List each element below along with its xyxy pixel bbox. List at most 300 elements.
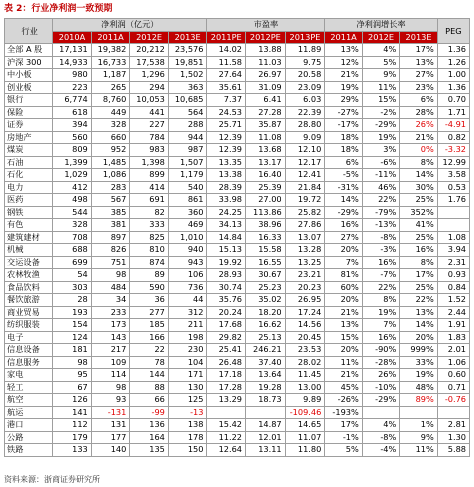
- net-profit-cell: 283: [91, 181, 130, 194]
- industry-name-cell: 银行: [5, 94, 53, 107]
- net-profit-cell: 14,933: [53, 56, 92, 69]
- industry-name-cell: 航运: [5, 406, 53, 419]
- net-profit-cell: 193: [53, 306, 92, 319]
- net-profit-cell: 124: [53, 331, 92, 344]
- peg-cell: 1.36: [437, 81, 469, 94]
- table-row: [5, 194, 470, 207]
- pe-ratio-cell: 35.87: [246, 119, 286, 132]
- net-profit-cell: 826: [91, 244, 130, 257]
- pe-ratio-cell: 26.95: [285, 294, 325, 307]
- profit-year-header: 2010A: [53, 31, 92, 44]
- growth-rate-cell: 41%: [400, 219, 438, 232]
- net-profit-cell: 897: [91, 231, 130, 244]
- pe-ratio-cell: 14.56: [285, 319, 325, 332]
- growth-rate-cell: -27%: [325, 106, 362, 119]
- table-row: [5, 106, 470, 119]
- net-profit-cell: 211: [168, 319, 207, 332]
- table-row: [5, 294, 470, 307]
- net-profit-cell: 109: [91, 356, 130, 369]
- growth-rate-cell: 8%: [362, 294, 399, 307]
- table-row: [5, 306, 470, 319]
- pe-ratio-cell: 17.24: [285, 306, 325, 319]
- table-row: [5, 444, 470, 457]
- net-profit-cell: 143: [91, 331, 130, 344]
- table-title: 表 2：行业净利润一致预期: [4, 4, 113, 14]
- industry-name-cell: 证券: [5, 119, 53, 132]
- industry-header: 行业: [5, 19, 53, 44]
- net-profit-cell: 95: [53, 369, 92, 382]
- industry-name-cell: 中小板: [5, 69, 53, 82]
- net-profit-cell: 88: [130, 381, 169, 394]
- growth-rate-cell: 18%: [325, 144, 362, 157]
- pe-ratio-cell: 13.00: [285, 381, 325, 394]
- pe-ratio-cell: 17.18: [207, 369, 246, 382]
- growth-rate-cell: 21%: [325, 369, 362, 382]
- industry-name-cell: 轻工: [5, 381, 53, 394]
- pe-ratio-cell: 25.41: [207, 344, 246, 357]
- growth-rate-cell: 7%: [325, 256, 362, 269]
- industry-name-cell: 航空: [5, 394, 53, 407]
- pe-ratio-cell: 28.80: [285, 119, 325, 132]
- table-row: [5, 56, 470, 69]
- growth-rate-cell: 25%: [400, 281, 438, 294]
- growth-rate-cell: 19%: [362, 131, 399, 144]
- net-profit-cell: 19,851: [168, 56, 207, 69]
- growth-rate-cell: 14%: [400, 319, 438, 332]
- growth-rate-cell: -79%: [362, 206, 399, 219]
- table-row: [5, 256, 470, 269]
- growth-rate-cell: 16%: [400, 244, 438, 257]
- pe-ratio-cell: 27.64: [207, 69, 246, 82]
- net-profit-cell: 861: [168, 194, 207, 207]
- table-row: [5, 219, 470, 232]
- growth-rate-cell: 20%: [325, 294, 362, 307]
- pe-ratio-cell: 13.11: [246, 444, 286, 457]
- pe-ratio-cell: 17.28: [207, 381, 246, 394]
- net-profit-cell: 363: [168, 81, 207, 94]
- net-profit-cell: 233: [91, 306, 130, 319]
- peg-cell: 1.00: [437, 69, 469, 82]
- pe-ratio-cell: 20.24: [207, 306, 246, 319]
- industry-name-cell: 纺织服装: [5, 319, 53, 332]
- pe-ratio-cell: 9.89: [285, 394, 325, 407]
- net-profit-cell: 412: [53, 181, 92, 194]
- net-profit-cell: 618: [53, 106, 92, 119]
- net-profit-cell: 983: [130, 144, 169, 157]
- table-row: [5, 344, 470, 357]
- growth-rate-cell: -90%: [362, 344, 399, 357]
- net-profit-cell: -131: [91, 406, 130, 419]
- growth-rate-cell: 60%: [325, 281, 362, 294]
- pe-ratio-cell: 18.20: [246, 306, 286, 319]
- net-profit-cell: 135: [130, 444, 169, 457]
- growth-rate-cell: -3%: [362, 244, 399, 257]
- net-profit-cell: 265: [91, 81, 130, 94]
- net-profit-cell: 114: [91, 369, 130, 382]
- net-profit-cell: 22: [130, 344, 169, 357]
- peg-cell: 2.44: [437, 306, 469, 319]
- growth-rate-cell: 1%: [400, 419, 438, 432]
- peg-cell: 1.76: [437, 194, 469, 207]
- growth-rate-cell: 3%: [362, 144, 399, 157]
- net-profit-cell: 54: [53, 269, 92, 282]
- growth-rate-cell: 17%: [400, 44, 438, 57]
- peg-cell: 1.71: [437, 106, 469, 119]
- pe-ratio-cell: 13.28: [285, 244, 325, 257]
- net-profit-cell: 20,212: [130, 44, 169, 57]
- growth-rate-cell: 8%: [400, 156, 438, 169]
- peg-cell: 3.94: [437, 244, 469, 257]
- pe-ratio-cell: [246, 406, 286, 419]
- peg-cell: 0.84: [437, 281, 469, 294]
- net-profit-cell: 16,733: [91, 56, 130, 69]
- pe-year-header: 2012PE: [246, 31, 286, 44]
- net-profit-cell: 112: [53, 419, 92, 432]
- growth-rate-cell: 13%: [400, 306, 438, 319]
- growth-rate-cell: 26%: [400, 119, 438, 132]
- industry-name-cell: 公路: [5, 431, 53, 444]
- growth-rate-cell: -29%: [362, 394, 399, 407]
- table-row: [5, 431, 470, 444]
- peg-cell: [437, 206, 469, 219]
- pe-ratio-cell: 16.33: [246, 231, 286, 244]
- net-profit-cell: 181: [53, 344, 92, 357]
- table-row: [5, 381, 470, 394]
- pe-ratio-cell: 25.82: [285, 206, 325, 219]
- table-row: [5, 419, 470, 432]
- net-profit-cell: 140: [91, 444, 130, 457]
- pe-ratio-cell: 13.38: [207, 169, 246, 182]
- growth-rate-cell: 11%: [400, 444, 438, 457]
- industry-name-cell: 铁路: [5, 444, 53, 457]
- pe-ratio-cell: 11.07: [285, 431, 325, 444]
- pe-ratio-cell: 28.02: [285, 356, 325, 369]
- net-profit-cell: 28: [53, 294, 92, 307]
- year-header-row: [5, 31, 470, 44]
- net-profit-cell: 1,296: [130, 69, 169, 82]
- net-profit-cell: 133: [53, 444, 92, 457]
- pe-ratio-cell: 11.22: [207, 431, 246, 444]
- growth-rate-cell: 22%: [362, 194, 399, 207]
- growth-rate-cell: 21%: [325, 306, 362, 319]
- table-row: [5, 356, 470, 369]
- table-row: [5, 94, 470, 107]
- peg-cell: 1.91: [437, 319, 469, 332]
- table-row: [5, 319, 470, 332]
- peg-cell: -3.32: [437, 144, 469, 157]
- industry-name-cell: 电力: [5, 181, 53, 194]
- peg-cell: 0.70: [437, 94, 469, 107]
- peg-cell: 3.58: [437, 169, 469, 182]
- pe-ratio-cell: 11.58: [207, 56, 246, 69]
- peg-cell: 0.53: [437, 181, 469, 194]
- growth-rate-cell: 45%: [325, 381, 362, 394]
- net-profit-cell: 449: [91, 106, 130, 119]
- growth-rate-cell: 6%: [325, 156, 362, 169]
- growth-rate-cell: 89%: [400, 394, 438, 407]
- net-profit-cell: 141: [53, 406, 92, 419]
- net-profit-cell: 825: [130, 231, 169, 244]
- pe-ratio-cell: 9.75: [285, 56, 325, 69]
- net-profit-cell: 544: [53, 206, 92, 219]
- net-profit-cell: 708: [53, 231, 92, 244]
- net-profit-cell: 166: [130, 331, 169, 344]
- industry-name-cell: 石化: [5, 169, 53, 182]
- net-profit-cell: 540: [168, 181, 207, 194]
- table-row: [5, 394, 470, 407]
- net-profit-cell: 751: [91, 256, 130, 269]
- growth-rate-cell: 11%: [362, 81, 399, 94]
- growth-rate-cell: 12%: [325, 56, 362, 69]
- net-profit-cell: 691: [130, 194, 169, 207]
- growth-rate-cell: 26%: [362, 369, 399, 382]
- net-profit-cell: 78: [130, 356, 169, 369]
- net-profit-cell: 104: [168, 356, 207, 369]
- pe-ratio-cell: 13.07: [285, 231, 325, 244]
- net-profit-cell: 1,398: [130, 156, 169, 169]
- pe-ratio-cell: 11.80: [285, 444, 325, 457]
- pe-ratio-cell: 12.01: [246, 431, 286, 444]
- pe-ratio-cell: 15.58: [246, 244, 286, 257]
- net-profit-cell: 560: [53, 131, 92, 144]
- net-profit-cell: 82: [130, 206, 169, 219]
- industry-name-cell: 石油: [5, 156, 53, 169]
- net-profit-cell: 381: [91, 219, 130, 232]
- growth-rate-cell: -8%: [362, 431, 399, 444]
- pe-ratio-cell: 20.23: [285, 281, 325, 294]
- industry-name-cell: 有色: [5, 219, 53, 232]
- growth-rate-cell: -28%: [362, 356, 399, 369]
- net-profit-cell: 1,502: [168, 69, 207, 82]
- pe-ratio-cell: 6.03: [285, 94, 325, 107]
- growth-rate-cell: 22%: [400, 294, 438, 307]
- pe-ratio-cell: 13.88: [246, 44, 286, 57]
- pe-year-header: 2011PE: [207, 31, 246, 44]
- growth-rate-cell: 30%: [400, 181, 438, 194]
- pe-ratio-cell: 27.86: [285, 219, 325, 232]
- net-profit-cell: 1,086: [91, 169, 130, 182]
- growth-rate-cell: 14%: [325, 194, 362, 207]
- net-profit-cell: 23,576: [168, 44, 207, 57]
- pe-ratio-cell: 35.61: [207, 81, 246, 94]
- growth-rate-cell: 17%: [400, 269, 438, 282]
- growth-rate-cell: -2%: [362, 106, 399, 119]
- pe-group-header: 市盈率: [207, 19, 325, 32]
- pe-ratio-cell: 21.84: [285, 181, 325, 194]
- pe-ratio-cell: 13.64: [246, 369, 286, 382]
- pe-ratio-cell: 19.28: [246, 381, 286, 394]
- net-profit-cell: 198: [168, 331, 207, 344]
- growth-rate-cell: -29%: [362, 119, 399, 132]
- pe-ratio-cell: 12.39: [207, 131, 246, 144]
- growth-rate-cell: -17%: [325, 119, 362, 132]
- industry-name-cell: 创业板: [5, 81, 53, 94]
- growth-rate-cell: 33%: [400, 356, 438, 369]
- peg-cell: 12.99: [437, 156, 469, 169]
- growth-rate-cell: 23%: [400, 81, 438, 94]
- net-profit-cell: 217: [91, 344, 130, 357]
- growth-rate-cell: 19%: [325, 81, 362, 94]
- net-profit-cell: 810: [130, 244, 169, 257]
- industry-name-cell: 保险: [5, 106, 53, 119]
- net-profit-cell: -99: [130, 406, 169, 419]
- growth-rate-cell: -13%: [362, 219, 399, 232]
- growth-rate-cell: -29%: [325, 206, 362, 219]
- growth-rate-cell: 16%: [362, 331, 399, 344]
- net-profit-cell: 150: [168, 444, 207, 457]
- industry-name-cell: 港口: [5, 419, 53, 432]
- net-profit-cell: 177: [91, 431, 130, 444]
- table-row: [5, 69, 470, 82]
- net-profit-cell: 154: [53, 319, 92, 332]
- pe-ratio-cell: 24.53: [207, 106, 246, 119]
- growth-rate-cell: -26%: [325, 394, 362, 407]
- growth-rate-cell: 11%: [325, 356, 362, 369]
- pe-ratio-cell: 12.10: [285, 144, 325, 157]
- net-profit-cell: 1,399: [53, 156, 92, 169]
- growth-rate-cell: 7%: [362, 319, 399, 332]
- growth-rate-cell: -8%: [362, 231, 399, 244]
- pe-ratio-cell: 6.41: [246, 94, 286, 107]
- pe-ratio-cell: 12.39: [207, 144, 246, 157]
- net-profit-cell: 1,507: [168, 156, 207, 169]
- peg-cell: 1.30: [437, 431, 469, 444]
- growth-rate-cell: 4%: [362, 44, 399, 57]
- net-profit-cell: 98: [91, 269, 130, 282]
- industry-name-cell: 煤炭: [5, 144, 53, 157]
- net-profit-cell: 1,485: [91, 156, 130, 169]
- net-profit-cell: 414: [130, 181, 169, 194]
- peg-cell: 5.88: [437, 444, 469, 457]
- pe-ratio-cell: 13.29: [207, 394, 246, 407]
- peg-cell: -4.91: [437, 119, 469, 132]
- net-profit-cell: 10,685: [168, 94, 207, 107]
- pe-ratio-cell: 37.40: [246, 356, 286, 369]
- table-row: [5, 206, 470, 219]
- peg-cell: [437, 219, 469, 232]
- net-profit-cell: 899: [130, 169, 169, 182]
- net-profit-cell: 17,131: [53, 44, 92, 57]
- net-profit-cell: 44: [168, 294, 207, 307]
- net-profit-cell: 66: [130, 394, 169, 407]
- growth-rate-cell: 6%: [400, 94, 438, 107]
- table-row: [5, 119, 470, 132]
- net-profit-cell: 173: [91, 319, 130, 332]
- growth-rate-cell: 27%: [325, 231, 362, 244]
- peg-cell: 2.31: [437, 256, 469, 269]
- net-profit-cell: 19,382: [91, 44, 130, 57]
- net-profit-cell: 1,010: [168, 231, 207, 244]
- growth-rate-cell: 15%: [325, 331, 362, 344]
- pe-ratio-cell: 29.82: [207, 331, 246, 344]
- growth-rate-cell: -10%: [362, 381, 399, 394]
- profit-year-header: 2013E: [168, 31, 207, 44]
- pe-ratio-cell: 13.17: [246, 156, 286, 169]
- net-profit-cell: 17,538: [130, 56, 169, 69]
- pe-ratio-cell: 28.39: [207, 181, 246, 194]
- net-profit-cell: 809: [53, 144, 92, 157]
- pe-ratio-cell: 14.84: [207, 231, 246, 244]
- pe-ratio-cell: 15.42: [207, 419, 246, 432]
- growth-rate-cell: 5%: [362, 56, 399, 69]
- pe-ratio-cell: 20.58: [285, 69, 325, 82]
- pe-ratio-cell: 25.13: [246, 331, 286, 344]
- industry-name-cell: 农林牧渔: [5, 269, 53, 282]
- peg-cell: 1.06: [437, 356, 469, 369]
- growth-rate-cell: 29%: [325, 94, 362, 107]
- pe-ratio-cell: 33.98: [207, 194, 246, 207]
- pe-ratio-cell: 9.09: [285, 131, 325, 144]
- growth-year-header: 2013E: [400, 31, 438, 44]
- net-profit-cell: 484: [91, 281, 130, 294]
- pe-ratio-cell: 17.68: [207, 319, 246, 332]
- net-profit-cell: 179: [53, 431, 92, 444]
- pe-ratio-cell: 38.96: [246, 219, 286, 232]
- growth-rate-cell: 27%: [400, 69, 438, 82]
- growth-rate-cell: 13%: [325, 319, 362, 332]
- table-body: [5, 44, 470, 457]
- table-row: [5, 144, 470, 157]
- table-row: [5, 281, 470, 294]
- net-profit-cell: 328: [91, 119, 130, 132]
- table-row: [5, 331, 470, 344]
- pe-ratio-cell: 113.86: [246, 206, 286, 219]
- industry-name-cell: 食品饮料: [5, 281, 53, 294]
- industry-name-cell: 房地产: [5, 131, 53, 144]
- table-row: [5, 231, 470, 244]
- net-profit-cell: 144: [130, 369, 169, 382]
- growth-rate-cell: 21%: [325, 69, 362, 82]
- net-profit-cell: 130: [168, 381, 207, 394]
- net-profit-cell: 784: [130, 131, 169, 144]
- growth-rate-cell: 81%: [325, 269, 362, 282]
- pe-ratio-cell: [207, 406, 246, 419]
- growth-rate-cell: 28%: [400, 106, 438, 119]
- net-profit-cell: 93: [91, 394, 130, 407]
- table-row: [5, 269, 470, 282]
- net-profit-cell: 98: [91, 381, 130, 394]
- pe-ratio-cell: 246.21: [246, 344, 286, 357]
- growth-rate-cell: 19%: [400, 369, 438, 382]
- pe-ratio-cell: -109.46: [285, 406, 325, 419]
- net-profit-cell: 943: [168, 256, 207, 269]
- pe-ratio-cell: 7.37: [207, 94, 246, 107]
- net-profit-cell: 980: [53, 69, 92, 82]
- net-profit-cell: 230: [168, 344, 207, 357]
- net-profit-cell: 660: [91, 131, 130, 144]
- net-profit-cell: 223: [53, 81, 92, 94]
- pe-ratio-cell: 19.72: [285, 194, 325, 207]
- net-profit-cell: 567: [91, 194, 130, 207]
- net-profit-cell: 138: [168, 419, 207, 432]
- net-profit-cell: 106: [168, 269, 207, 282]
- peg-cell: 0.82: [437, 131, 469, 144]
- net-profit-cell: 277: [130, 306, 169, 319]
- pe-ratio-cell: 22.39: [285, 106, 325, 119]
- table-row: [5, 369, 470, 382]
- pe-ratio-cell: 23.53: [285, 344, 325, 357]
- net-profit-cell: 333: [130, 219, 169, 232]
- industry-name-cell: 商业贸易: [5, 306, 53, 319]
- table-row: [5, 44, 470, 57]
- net-profit-cell: 171: [168, 369, 207, 382]
- pe-ratio-cell: 18.73: [246, 394, 286, 407]
- net-profit-cell: 178: [168, 431, 207, 444]
- growth-rate-cell: 46%: [362, 181, 399, 194]
- pe-ratio-cell: 25.23: [246, 281, 286, 294]
- growth-year-header: 2011A: [325, 31, 362, 44]
- growth-rate-cell: 16%: [362, 256, 399, 269]
